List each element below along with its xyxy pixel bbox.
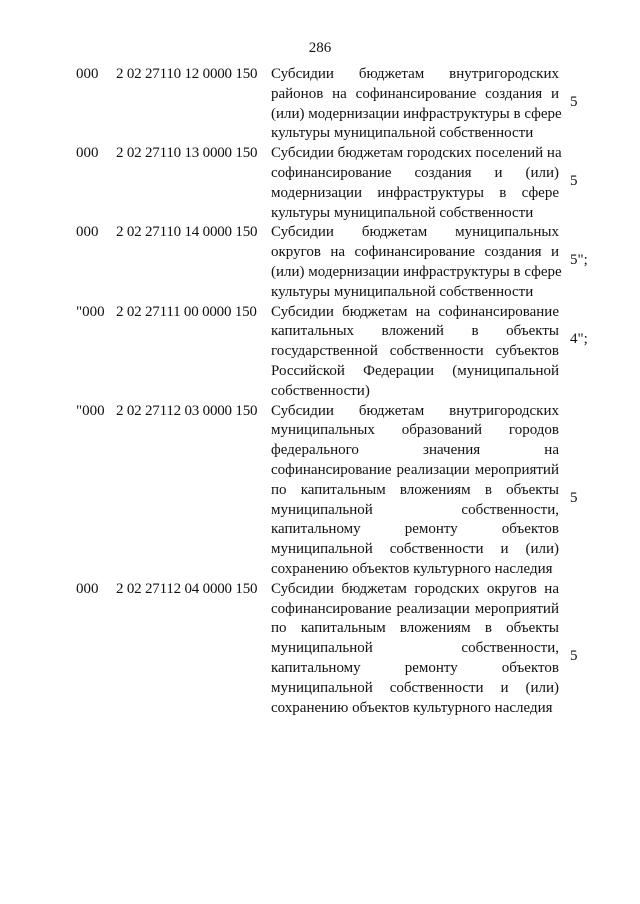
page-number: 286 — [308, 40, 332, 56]
distribution-norm: 5 — [570, 648, 578, 665]
table-row — [0, 402, 640, 580]
table-row — [0, 65, 640, 144]
budget-classification-code: 2 02 27110 14 0000 150 — [116, 224, 258, 241]
description-line: модернизации инфраструктуры в сфере — [271, 184, 559, 201]
admin-code: 000 — [76, 145, 99, 162]
budget-classification-code: 2 02 27111 00 0000 150 — [116, 303, 257, 320]
description-line: федерального значения на — [271, 442, 559, 459]
description-line: Российской Федерации (муниципальной — [271, 362, 559, 379]
description-line: культуры муниципальной собственности — [271, 125, 534, 142]
description-line: капитальному ремонту объектов — [271, 521, 559, 538]
description-line: сохранению объектов культурного наследия — [271, 699, 553, 716]
distribution-norm: 5"; — [570, 252, 588, 269]
description-line: (или) модернизации инфраструктуры в сфере — [271, 105, 562, 122]
description-line: сохранению объектов культурного наследия — [271, 560, 553, 577]
admin-code: 000 — [76, 224, 99, 241]
distribution-norm: 5 — [570, 489, 578, 506]
description-line: муниципальной собственности и (или) — [271, 679, 559, 696]
table-row — [0, 144, 640, 223]
description-line: по капитальным вложениям в объекты — [271, 620, 559, 637]
description-line: софинансирование создания и (или) — [271, 164, 559, 181]
description-line: софинансирование реализации мероприятий — [271, 461, 559, 478]
description-line: культуры муниципальной собственности — [271, 204, 534, 221]
description-line: муниципальных образований городов — [271, 422, 559, 439]
description-line: Субсидии бюджетам внутригородских — [271, 66, 559, 82]
description-line: культуры муниципальной собственности — [271, 283, 534, 300]
description-line: муниципальной собственности, — [271, 640, 559, 657]
description-line: округов на софинансирование создания и — [271, 244, 559, 261]
budget-classification-code: 2 02 27112 04 0000 150 — [116, 580, 258, 597]
income-description — [271, 580, 559, 719]
income-description — [271, 303, 559, 402]
income-description — [271, 223, 562, 302]
admin-code: 000 — [76, 580, 99, 597]
budget-classification-code: 2 02 27110 12 0000 150 — [116, 66, 258, 82]
admin-code: "000 — [76, 303, 105, 320]
description-line: Субсидии бюджетам внутригородских — [271, 402, 559, 419]
description-line: капитальных вложений в объекты — [271, 323, 559, 340]
budget-classification-code: 2 02 27110 13 0000 150 — [116, 145, 258, 162]
income-description — [271, 65, 562, 144]
description-line: собственности) — [271, 382, 370, 399]
description-line: Субсидии бюджетам муниципальных — [271, 224, 559, 241]
distribution-norm: 5 — [570, 93, 578, 110]
table-row — [0, 223, 640, 302]
description-line: районов на софинансирование создания и — [271, 85, 559, 102]
description-line: Субсидии бюджетам на софинансирование — [271, 303, 559, 320]
description-line: софинансирование реализации мероприятий — [271, 600, 559, 617]
admin-code: 000 — [76, 66, 99, 82]
admin-code: "000 — [76, 402, 105, 419]
description-line: (или) модернизации инфраструктуры в сфере — [271, 263, 562, 280]
classification-table — [0, 65, 640, 718]
budget-classification-code: 2 02 27112 03 0000 150 — [116, 402, 258, 419]
distribution-norm: 5 — [570, 172, 578, 189]
description-line: Субсидии бюджетам городских поселений на — [271, 145, 562, 162]
table-row — [0, 303, 640, 402]
income-description — [271, 402, 559, 580]
description-line: государственной собственности субъектов — [271, 343, 559, 360]
distribution-norm: 4"; — [570, 331, 588, 348]
description-line: Субсидии бюджетам городских округов на — [271, 580, 559, 597]
description-line: капитальному ремонту объектов — [271, 659, 559, 676]
description-line: по капитальным вложениям в объекты — [271, 481, 559, 498]
description-line: муниципальной собственности и (или) — [271, 541, 559, 558]
income-description — [271, 144, 562, 223]
table-row — [0, 580, 640, 719]
description-line: муниципальной собственности, — [271, 501, 559, 518]
